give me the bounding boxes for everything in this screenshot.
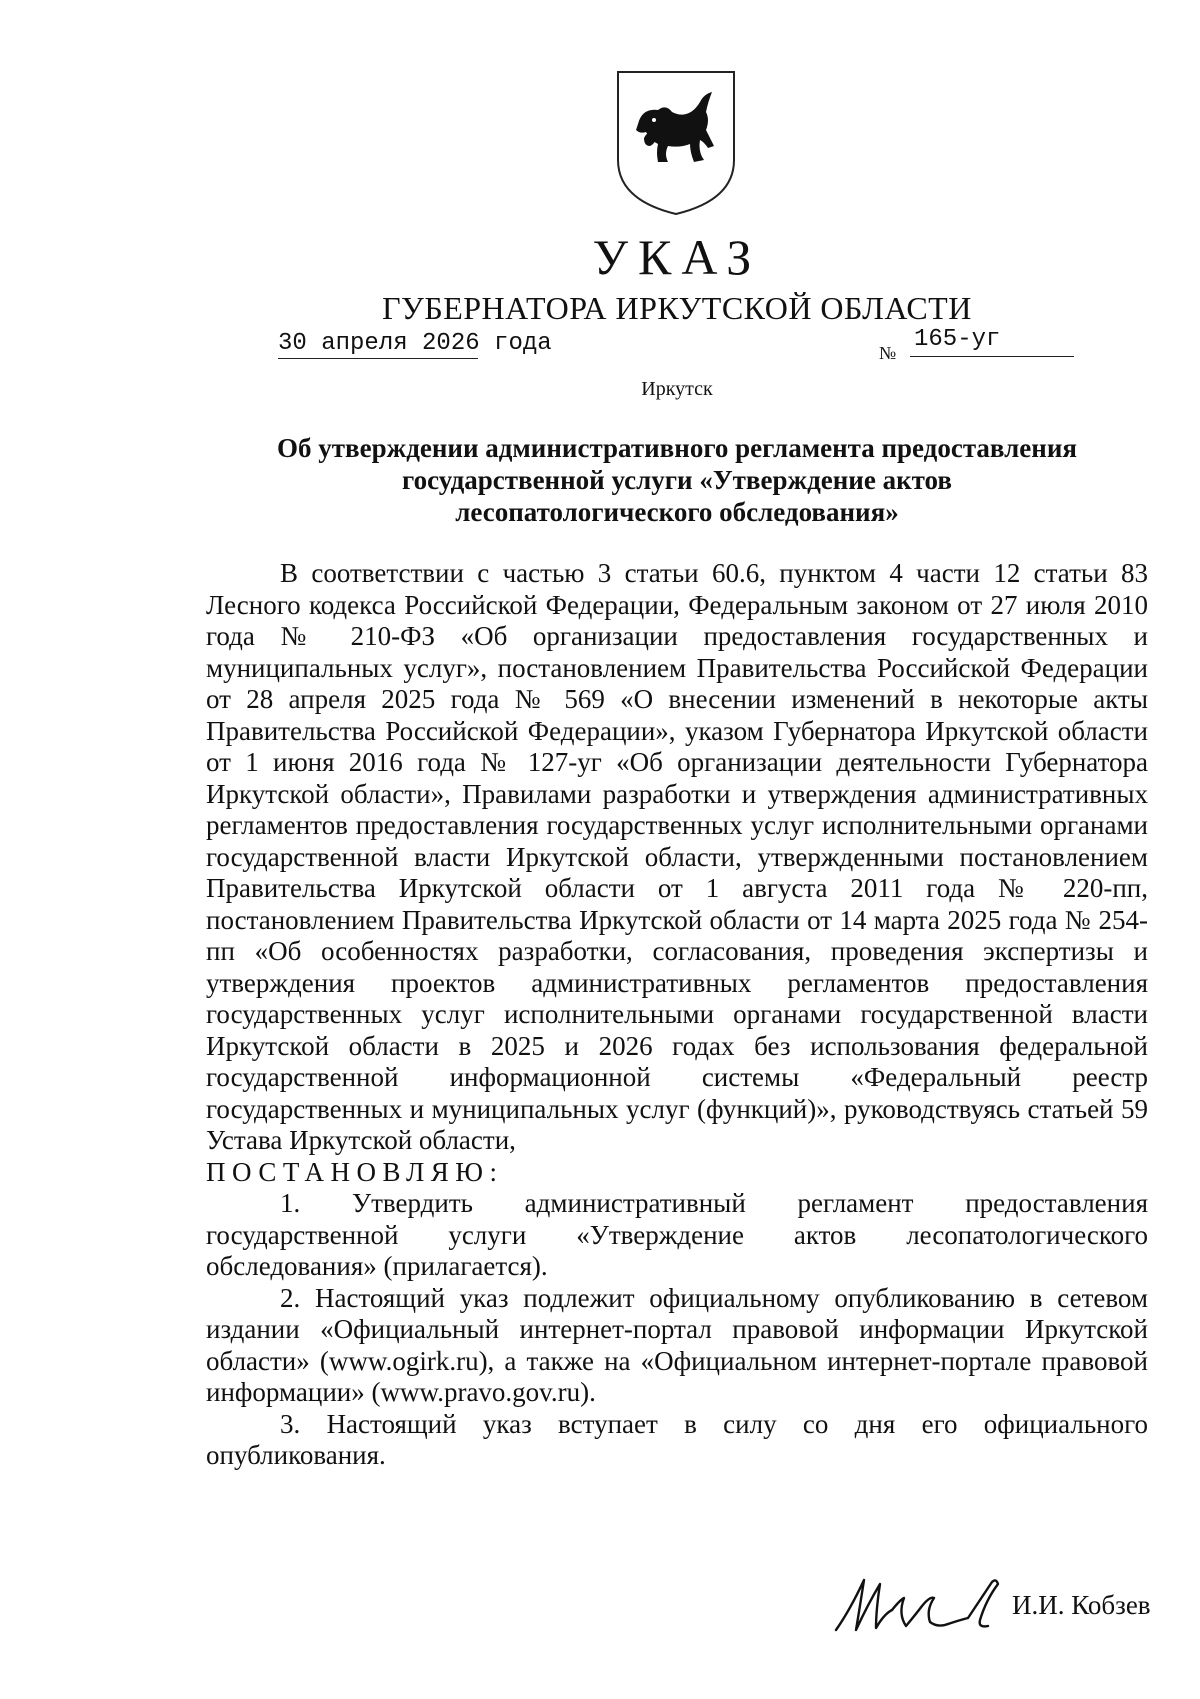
handwritten-signature-icon <box>830 1570 1008 1640</box>
document-body <box>206 558 1148 1472</box>
signer-name: И.И. Кобзев <box>1012 1590 1151 1620</box>
document-date: 30 апреля 2026 года <box>278 330 552 357</box>
resolution-item: 2. Настоящий указ подлежит официальному опубликованию в сетевом издании «Официальный интернет-портал правовой информации Иркутской области» (www.ogirk.ru), а также на «Официальном интернет-портале правовой информации» (www.pravo.gov.ru). <box>206 1282 1148 1407</box>
subject-title-line: лесопатологического обследования» <box>455 497 899 527</box>
issuer-title: ГУБЕРНАТОРА ИРКУТСКОЙ ОБЛАСТИ <box>382 290 972 326</box>
document-subject-title <box>200 432 1154 528</box>
document-type-title: УКАЗ <box>592 229 762 285</box>
resolution-item: 3. Настоящий указ вступает в силу со дня его официального опубликования. <box>206 1408 1148 1470</box>
coat-of-arms-icon <box>614 68 738 218</box>
subject-title-line: государственной услуги «Утверждение актов <box>402 465 952 495</box>
preamble-paragraph: В соответствии с частью 3 статьи 60.6, пунктом 4 части 12 статьи 83 Лесного кодекса Российской Федерации, Федеральным законом от 27 июля 2010 года № 210-ФЗ «Об организации предоставления государственных и муниципальных услуг», постановлением Правительства Российской Федерации от 28 апреля 2025 года № 569 «О внесении изменений в некоторые акты Правительства Российской Федерации», указом Губернатора Иркутской области от 1 июня 2016 года № 127-уг «Об организации деятельности Губернатора Иркутской области», Правилами разработки и утверждения административных регламентов предоставления государственных услуг исполнительными органами государственной власти Иркутской области, утвержденными постановлением Правительства Иркутской области от 1 августа 2011 года № 220-пп, постановлением Правительства Иркутской области от 14 марта 2025 года № 254-пп «Об особенностях разработки, согласования, проведения экспертизы и утверждения проектов административных регламентов предоставления государственных услуг исполнительными органами государственной власти Иркутской области в 2025 и 2026 годах без использования федеральной государственной информационной системы «Федеральный реестр государственных и муниципальных услуг (функций)», руководствуясь статьей 59 Устава Иркутской области, <box>206 558 1148 1155</box>
city-label: Иркутск <box>641 378 713 400</box>
resolve-heading: ПОСТАНОВЛЯЮ: <box>206 1156 504 1187</box>
document-number: 165-уг <box>910 326 1074 357</box>
number-sign: № <box>879 343 897 363</box>
subject-title-line: Об утверждении административного регламента предоставления <box>277 433 1077 463</box>
resolution-item: 1. Утвердить административный регламент предоставления государственной услуги «Утверждение актов лесопатологического обследования» (прилагается). <box>206 1188 1148 1281</box>
